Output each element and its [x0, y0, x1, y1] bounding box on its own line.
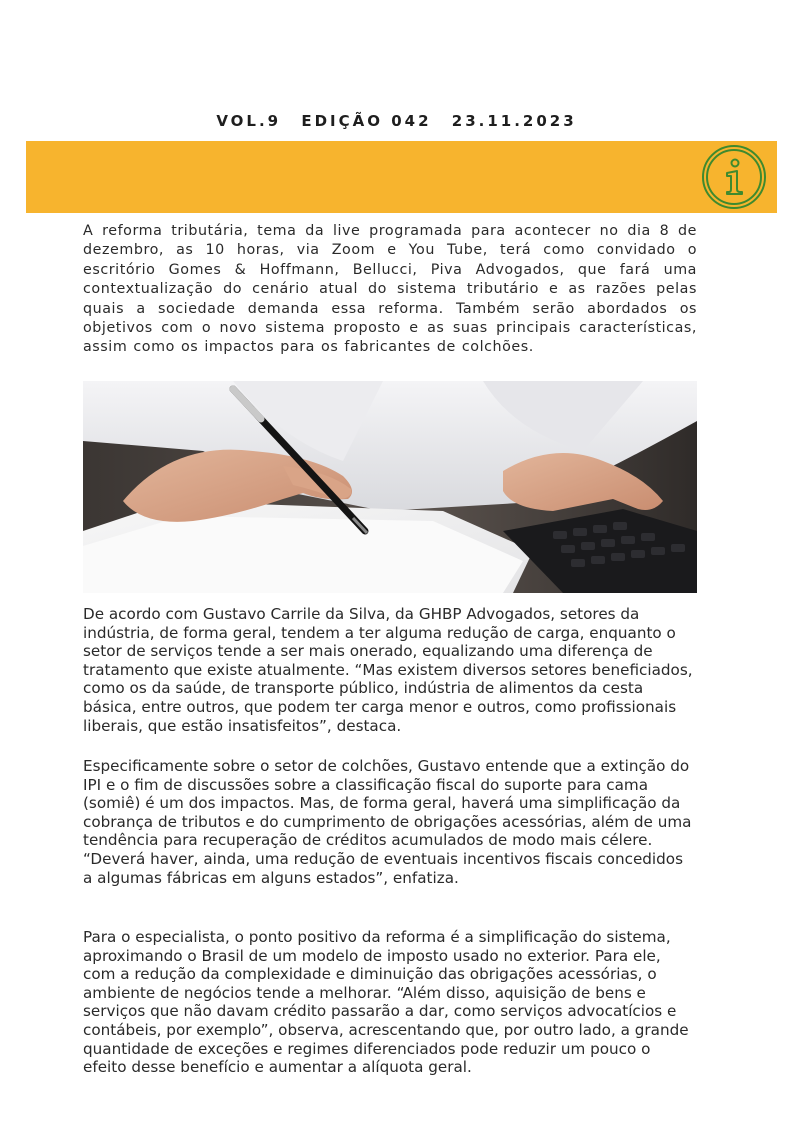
date-label: 23.11.2023 [451, 112, 577, 130]
issue-header [0, 112, 793, 130]
article-paragraph-3: Especificamente sobre o setor de colchões, Gustavo entende que a extinção do IPI e o fim de discussões sobre a classificação fiscal do suporte para cama (somiê) é um dos impactos. Mas, de forma geral, haverá uma simplificação da cobrança de tributos e do cumprimento de obrigações acessórias, além de uma tendência para recuperação de créditos acumulados de modo mais célere. “Deverá haver, ainda, uma redução de eventuais incentivos fiscais concedidos a algumas fábricas em alguns estados”, enfatiza. [83, 757, 692, 887]
volume-label: VOL.9 [216, 112, 282, 130]
hands-writing-calculator-illustration [83, 381, 697, 593]
article-paragraph-1: A reforma tributária, tema da live programada para acontecer no dia 8 de dezembro, as 10 horas, via Zoom e You Tube, terá como convidado o escritório Gomes & Hoffmann, Bellucci, Piva Advogados, que fará uma contextualização do cenário atual do sistema tributário e as razões pelas quais a sociedade demanda essa reforma. Também serão abordados os objetivos com o novo sistema proposto e as suas principais características, assim como os impactos para os fabricantes de colchões. [83, 223, 697, 356]
article-paragraph-2: De acordo com Gustavo Carrile da Silva, da GHBP Advogados, setores da indústria, de forma geral, tendem a ter alguma redução de carga, enquanto o setor de serviços tende a ser mais onerado, equalizando uma diferença de tratamento que existe atualmente. “Mas existem diversos setores beneficiados, como os da saúde, de transporte público, indústria de alimentos da cesta básica, entre outros, que podem ter carga menor e outros, como profissionais liberais, que estão insatisfeitos”, destaca. [83, 605, 693, 735]
edition-label: EDIÇÃO 042 [301, 112, 432, 130]
header-banner [26, 141, 777, 213]
info-circle-icon [700, 143, 768, 211]
article-paragraph-4: Para o especialista, o ponto positivo da reforma é a simplificação do sistema, aproximando o Brasil de um modelo de imposto usado no exterior. Para ele, com a redução da complexidade e diminuição das obrigações acessórias, o ambiente de negócios tende a melhorar. “Além disso, aquisição de bens e serviços que não davam crédito passarão a dar, como serviços advocatícios e contábeis, por exemplo”, observa, acrescentando que, por outro lado, a grande quantidade de exceções e regimes diferenciados pode reduzir um pouco o efeito desse benefício e aumentar a alíquota geral. [83, 928, 689, 1077]
article-photo [83, 381, 697, 593]
